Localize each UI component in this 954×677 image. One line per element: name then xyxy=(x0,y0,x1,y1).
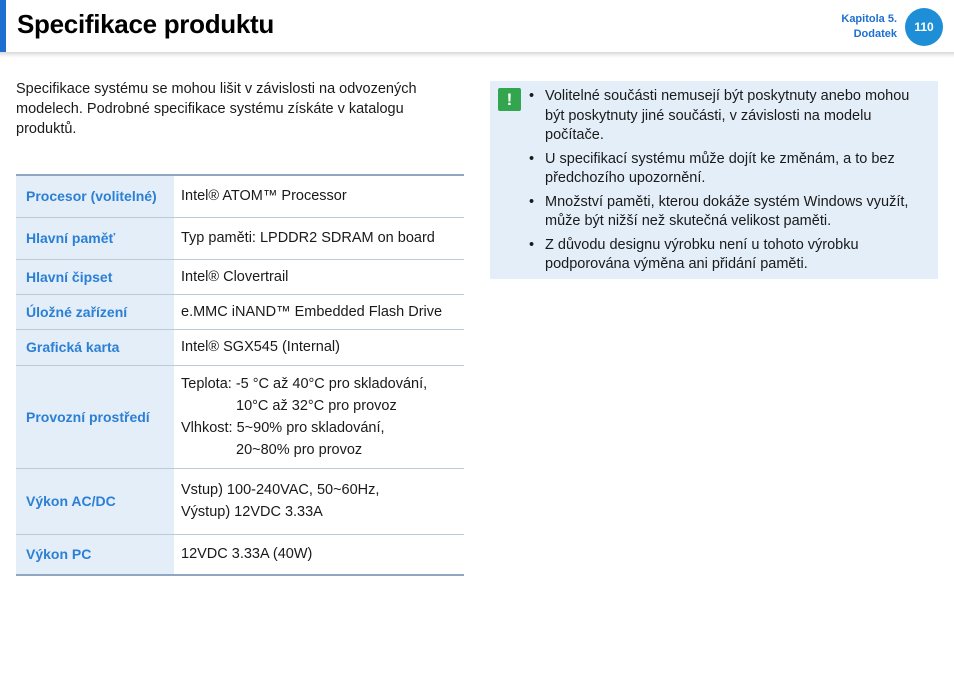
spec-value xyxy=(174,534,464,575)
spec-value-line: 10°C až 32°C pro provoz xyxy=(236,397,397,414)
spec-value-line: Intel® ATOM™ Processor xyxy=(181,188,347,205)
intro-paragraph: Specifikace systému se mohou lišit v závislosti na odvozených modelech. Podrobné specifikace systému získáte v katalogu produktů. xyxy=(16,81,417,137)
spec-label: Výkon PC xyxy=(16,534,174,575)
chapter-number: Kapitola 5. xyxy=(841,13,897,25)
table-row xyxy=(16,365,464,468)
spec-value-line: Typ paměti: LPDDR2 SDRAM on board xyxy=(181,230,435,246)
spec-value-line: Vstup) 100-240VAC, 50~60Hz, xyxy=(181,482,380,498)
bullet-icon: • xyxy=(529,236,535,253)
spec-value-line: Intel® Clovertrail xyxy=(181,268,289,285)
spec-value-line: Výstup) 12VDC 3.33A xyxy=(181,504,323,520)
table-row xyxy=(16,534,464,575)
table-row xyxy=(16,259,464,294)
table-row xyxy=(16,468,464,534)
list-item xyxy=(527,193,932,232)
exclamation-icon: ! xyxy=(498,88,521,111)
spec-table xyxy=(16,174,464,576)
spec-value xyxy=(174,175,464,217)
note-text: Z důvodu designu výrobku není u tohoto výrobku podporována výměna ani přidání paměti. xyxy=(545,236,859,272)
note-text: U specifikací systému může dojít ke změnám, a to bez předchozího upozornění. xyxy=(545,150,895,186)
table-row xyxy=(16,294,464,329)
spec-label: Hlavní čipset xyxy=(16,259,174,294)
spec-value-line: Teplota: -5 °C až 40°C pro skladování, xyxy=(181,375,428,392)
spec-value xyxy=(174,365,464,468)
spec-value xyxy=(174,259,464,294)
spec-value-line: 20~80% pro provoz xyxy=(236,441,363,458)
note-text: Volitelné součásti nemusejí být poskytnuty anebo mohou být poskytnuty jiné součásti, v závislosti na modelu počítače. xyxy=(545,88,910,143)
spec-value xyxy=(174,468,464,534)
page-number-badge: 110 xyxy=(905,8,943,46)
spec-label: Grafická karta xyxy=(16,329,174,365)
chapter-label xyxy=(841,12,897,42)
spec-label: Úložné zařízení xyxy=(16,294,174,329)
spec-label: Hlavní paměť xyxy=(16,217,174,259)
spec-value xyxy=(174,329,464,365)
list-item xyxy=(527,236,932,275)
note-text: Množství paměti, kterou dokáže systém Windows využít, může být nižší než skutečná velikost paměti. xyxy=(545,193,909,229)
list-item xyxy=(527,150,932,189)
notes-list xyxy=(527,87,932,279)
spec-label: Výkon AC/DC xyxy=(16,468,174,534)
table-row xyxy=(16,329,464,365)
header-divider xyxy=(0,52,954,58)
spec-value-line: e.MMC iNAND™ Embedded Flash Drive xyxy=(181,303,443,320)
table-row xyxy=(16,217,464,259)
bullet-icon: • xyxy=(529,88,535,104)
spec-label: Procesor (volitelné) xyxy=(16,175,174,217)
spec-value-line: Vlhkost: 5~90% pro skladování, xyxy=(181,419,385,436)
list-item xyxy=(527,87,932,146)
spec-value-line: Intel® SGX545 (Internal) xyxy=(181,339,340,355)
spec-value-line: 12VDC 3.33A (40W) xyxy=(181,546,313,563)
bullet-icon: • xyxy=(529,193,535,210)
spec-label: Provozní prostředí xyxy=(16,365,174,468)
page-title: Specifikace produktu xyxy=(17,9,274,39)
chapter-title: Dodatek xyxy=(853,28,897,40)
title-accent-bar xyxy=(0,0,6,52)
table-row xyxy=(16,175,464,217)
spec-value xyxy=(174,294,464,329)
spec-value xyxy=(174,217,464,259)
bullet-icon: • xyxy=(529,150,535,167)
